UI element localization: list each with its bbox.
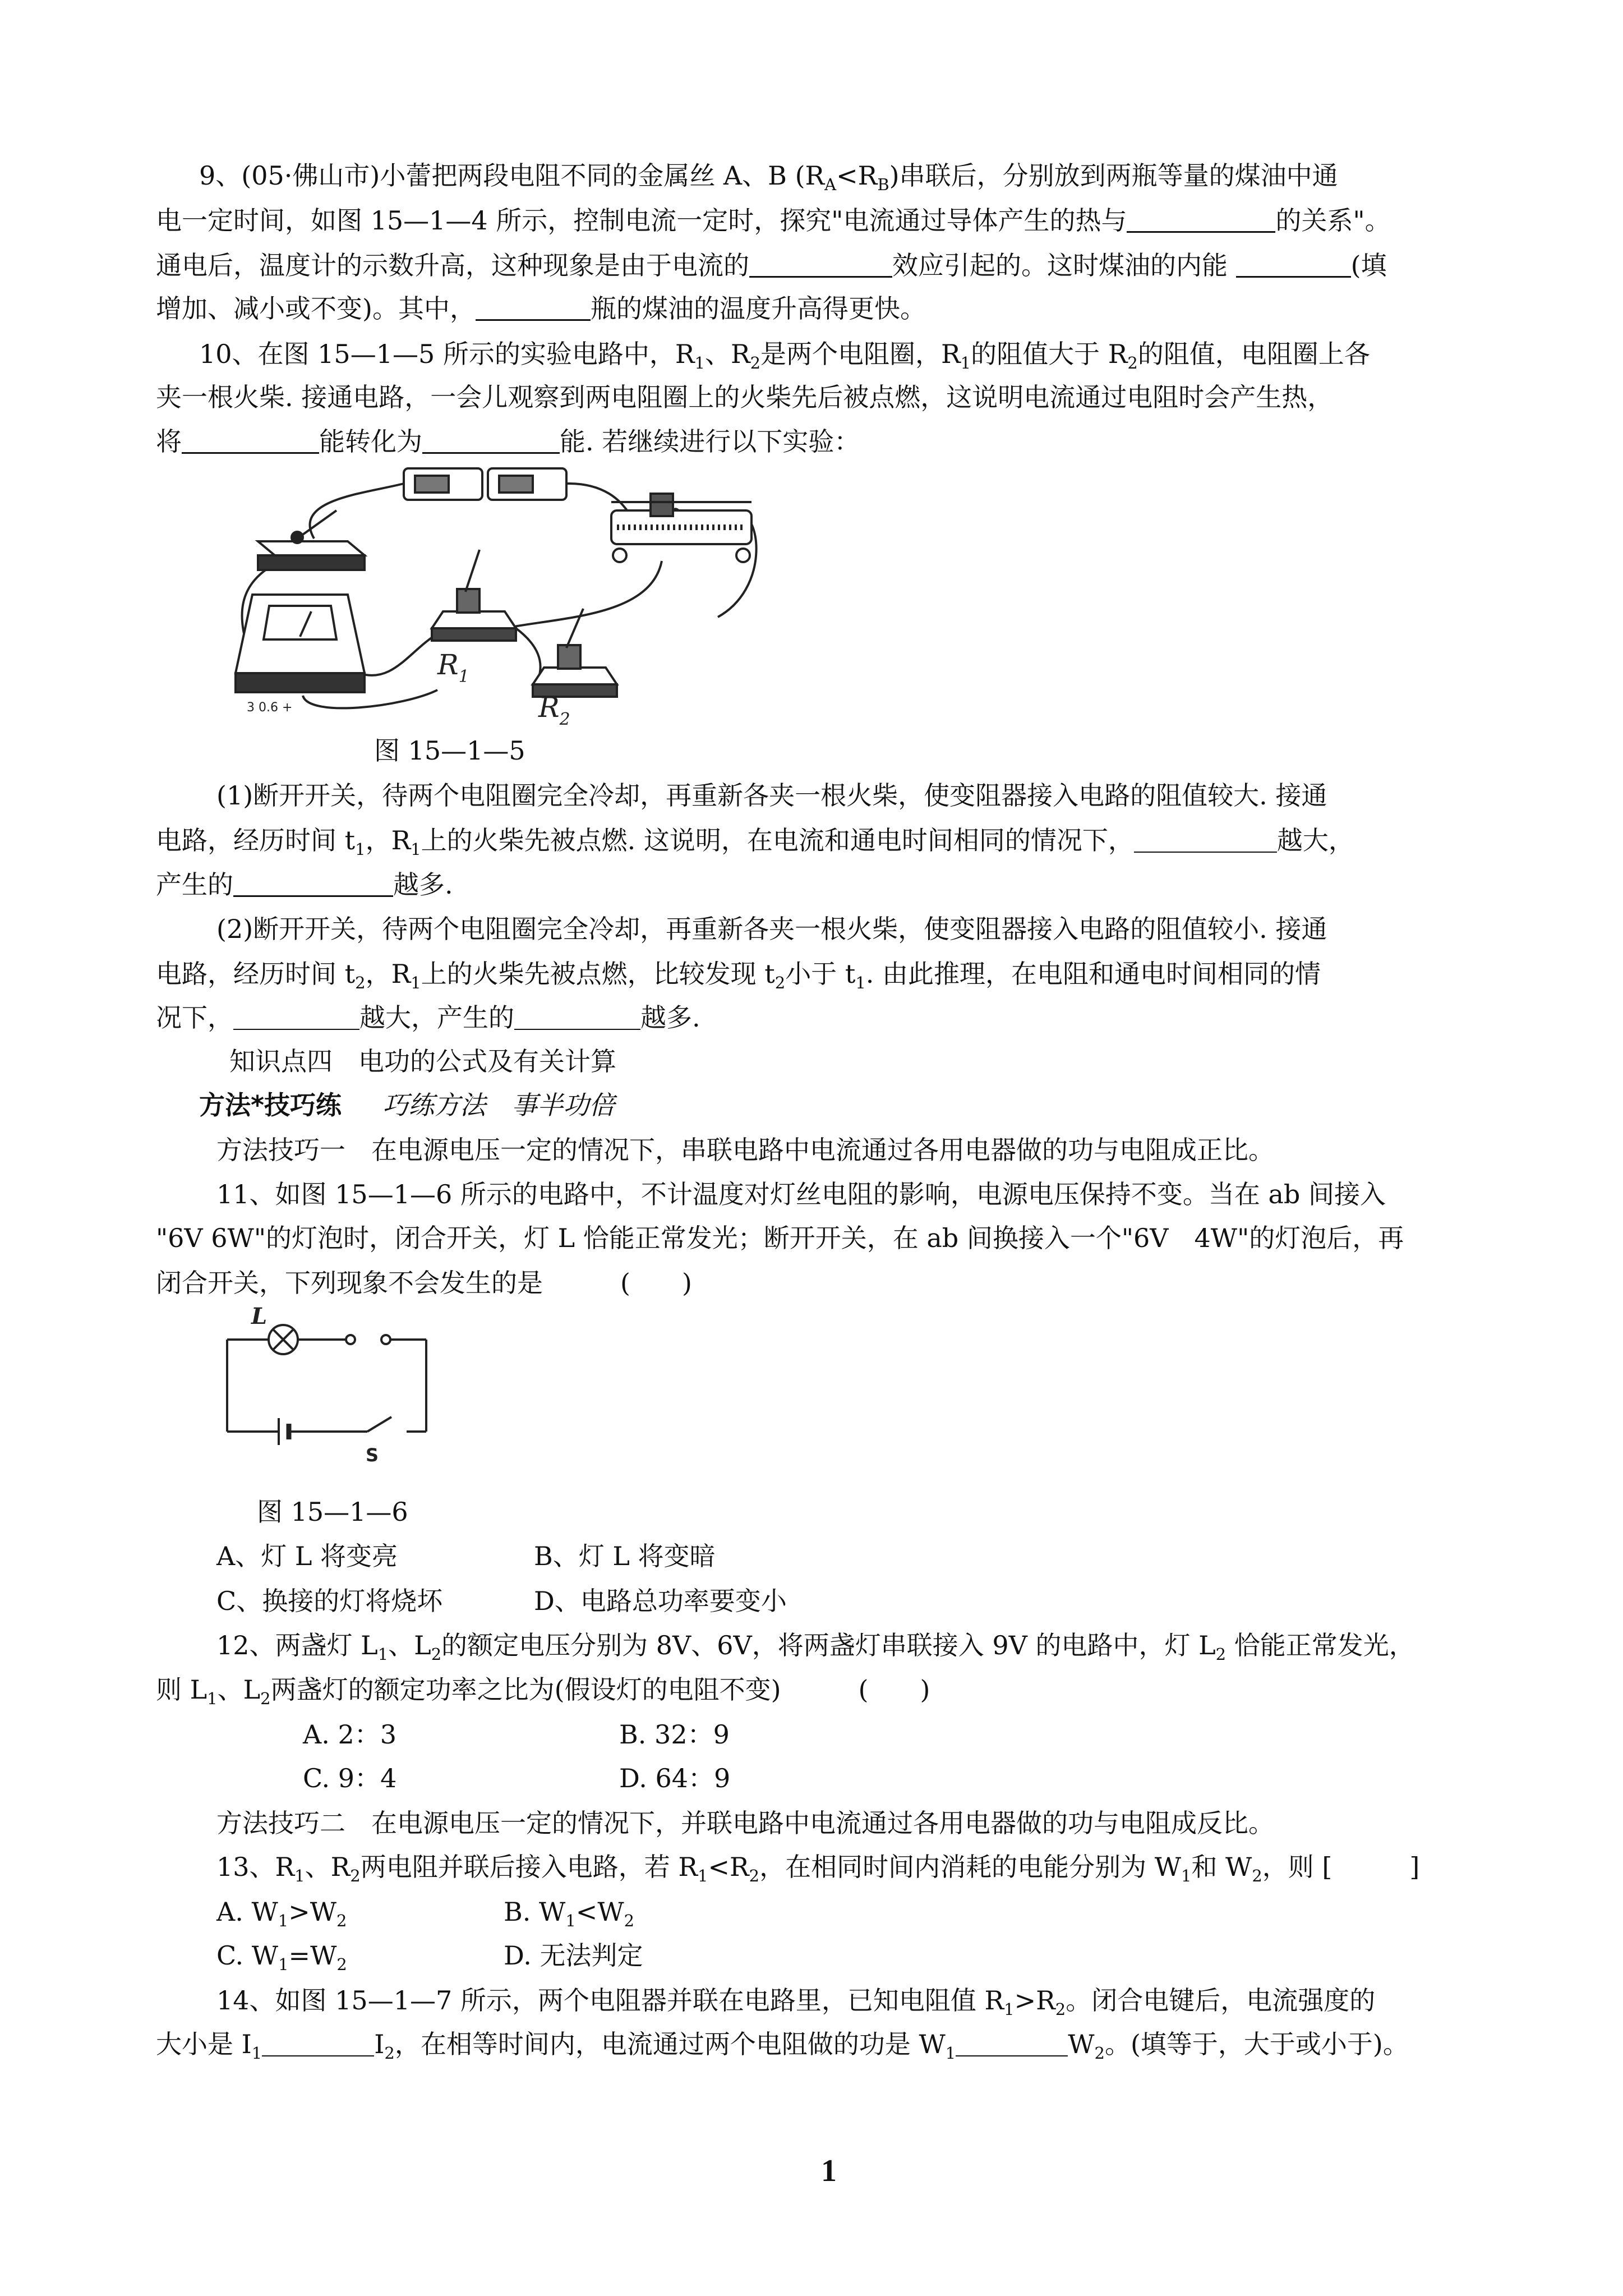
q11-line1: 11、如图 15—1—6 所示的电路中，不计温度对灯丝电阻的影响，电源电压保持不变。当在 ab 间接入 <box>216 1179 1386 1209</box>
q12-option-d[interactable]: D. 64：9 <box>619 1763 731 1793</box>
q9-line2: 电一定时间，如图 15—1—4 所示，控制电流一定时，探究"电流通过导体产生的热与 的关系"。 <box>156 205 1391 236</box>
q10-p1-blank2[interactable] <box>233 872 393 897</box>
q10-p2-blank1[interactable] <box>233 1005 359 1030</box>
q9-blank-bottle[interactable] <box>476 296 591 321</box>
resistor-r1-icon <box>432 550 516 641</box>
q10-line3: 将 能转化为 能. 若继续进行以下实验： <box>156 426 860 457</box>
q12-line2: 则 $L_1$、$L_2$两盏灯的额定功率之比为(假设灯的电阻不变) ( ) <box>156 1674 930 1708</box>
q13-option-b[interactable]: B. $W_1<W_2$ <box>504 1897 635 1930</box>
figure-15-1-5 <box>224 449 774 729</box>
q10-p2-line1: (2)断开开关，待两个电阻圈完全冷却，再重新各夹一根火柴，使变阻器接入电路的阻值较小. 接通 <box>216 914 1327 944</box>
q11-option-c[interactable]: C、换接的灯将烧坏 <box>216 1586 443 1616</box>
q10-p1-line3: 产生的 越多. <box>156 869 453 900</box>
q9-line1: 9、(05·佛山市)小蕾把两段电阻不同的金属丝 A、B $(R_A<R_B)$串联后，分别放到两瓶等量的煤油中通 <box>199 160 1338 194</box>
q13-option-a[interactable]: A. $W_1>W_2$ <box>216 1897 347 1930</box>
q11-option-b[interactable]: B、灯 L 将变暗 <box>534 1541 716 1571</box>
q9-line3: 通电后，温度计的示数升高，这种现象是由于电流的 效应引起的。这时煤油的内能 (填 <box>156 250 1387 280</box>
page-number: 1 <box>821 2154 837 2188</box>
label-r1: $R_1$ <box>437 648 469 687</box>
method-heading: 方法*技巧练 巧练方法 事半功倍 <box>199 1090 615 1120</box>
figure-15-1-6 <box>219 1301 443 1466</box>
q14-line2: 大小是 $I_1$ $I_2$，在相等时间内，电流通过两个电阻做的功是 $W_1$ $W_2$。(填等于，大于或小于)。 <box>156 2029 1409 2063</box>
q10-p1-line1: (1)断开开关，待两个电阻圈完全冷却，再重新各夹一根火柴，使变阻器接入电路的阻值较大. 接通 <box>216 780 1327 811</box>
ammeter-icon <box>236 595 365 692</box>
q12-option-c[interactable]: C. 9：4 <box>303 1763 397 1793</box>
terminal-b <box>381 1335 390 1344</box>
q9-blank-energy[interactable] <box>1236 252 1351 278</box>
q11-option-a[interactable]: A、灯 L 将变亮 <box>216 1541 398 1571</box>
figure-15-1-5-caption: 图 15—1—5 <box>374 735 525 766</box>
q10-line1: 10、在图 15—1—5 所示的实验电路中，$R_1$、$R_2$是两个电阻圈，$R_1$的阻值大于 $R_2$的阻值，电阻圈上各 <box>199 339 1370 372</box>
q10-p2-blank2[interactable] <box>514 1005 640 1030</box>
q10-p1-blank1[interactable] <box>1134 828 1277 853</box>
wire <box>310 484 404 539</box>
figure-15-1-6-caption: 图 15—1—6 <box>257 1497 408 1527</box>
q14-line1: 14、如图 15—1—7 所示，两个电阻器并联在电路里，已知电阻值 $R_1>R_2$。闭合电键后，电流强度的 <box>216 1985 1376 2019</box>
q9-blank-relation[interactable] <box>1127 208 1275 233</box>
label-r2: $R_2$ <box>538 691 570 729</box>
q14-blank-work[interactable] <box>956 2032 1068 2056</box>
section-4-heading: 知识点四 电功的公式及有关计算 <box>229 1046 616 1076</box>
terminal-a <box>346 1335 355 1344</box>
label-s: S <box>366 1444 379 1466</box>
q12-option-b[interactable]: B. 32：9 <box>619 1719 730 1750</box>
q13-line1: 13、$R_1$、$R_2$两电阻并联后接入电路，若 $R_1<R_2$，在相同时间内消耗的电能分别为 $W_1$和 $W_2$，则 [ ] <box>216 1852 1420 1885</box>
ammeter-terminals: 3 0.6 + <box>247 701 293 715</box>
q10-p2-line2: 电路，经历时间 $t_2$，$R_1$上的火柴先被点燃，比较发现 $t_2$小于 $t_1$. 由此推理，在电阻和通电时间相同的情 <box>156 959 1321 992</box>
battery-symbol-icon <box>279 1418 289 1445</box>
tip-2: 方法技巧二 在电源电压一定的情况下，并联电路中电流通过各用电器做的功与电阻成反比。 <box>216 1808 1274 1838</box>
q10-line2: 夹一根火柴. 接通电路，一会儿观察到两电阻圈上的火柴先后被点燃，这说明电流通过电阻时会产生热， <box>156 382 1334 412</box>
q12-line1: 12、两盏灯 $L_1$、$L_2$的额定电压分别为 8V、6V，将两盏灯串联接入 9V 的电路中，灯 $L_2$ 恰能正常发光， <box>216 1630 1415 1664</box>
tip-1: 方法技巧一 在电源电压一定的情况下，串联电路中电流通过各用电器做的功与电阻成正比。 <box>216 1135 1274 1165</box>
q11-line2: "6V 6W"的灯泡时，闭合开关，灯 L 恰能正常发光；断开开关，在 ab 间换接入一个"6V 4W"的灯泡后，再 <box>156 1223 1404 1253</box>
q10-p1-line2: 电路，经历时间 $t_1$，$R_1$上的火柴先被点燃. 这说明，在电流和通电时间相同的情况下， 越大， <box>156 825 1354 859</box>
lamp-icon <box>269 1325 298 1354</box>
q13-option-d[interactable]: D. 无法判定 <box>504 1940 643 1971</box>
battery-icon <box>404 468 566 500</box>
q10-p2-line3: 况下， 越大，产生的 越多. <box>156 1002 700 1033</box>
q9-blank-effect[interactable] <box>749 252 892 278</box>
q12-option-a[interactable]: A. 2：3 <box>303 1719 396 1750</box>
q9-line4: 增加、减小或不变)。其中， 瓶的煤油的温度升高得更快。 <box>156 293 926 324</box>
q13-option-c[interactable]: C. $W_1=W_2$ <box>216 1940 347 1974</box>
q11-line3: 闭合开关，下列现象不会发生的是 ( ) <box>156 1268 692 1298</box>
q14-blank-current[interactable] <box>262 2032 374 2056</box>
q11-option-d[interactable]: D、电路总功率要变小 <box>534 1586 787 1616</box>
label-l: L <box>251 1303 268 1329</box>
rheostat-icon <box>611 494 751 562</box>
